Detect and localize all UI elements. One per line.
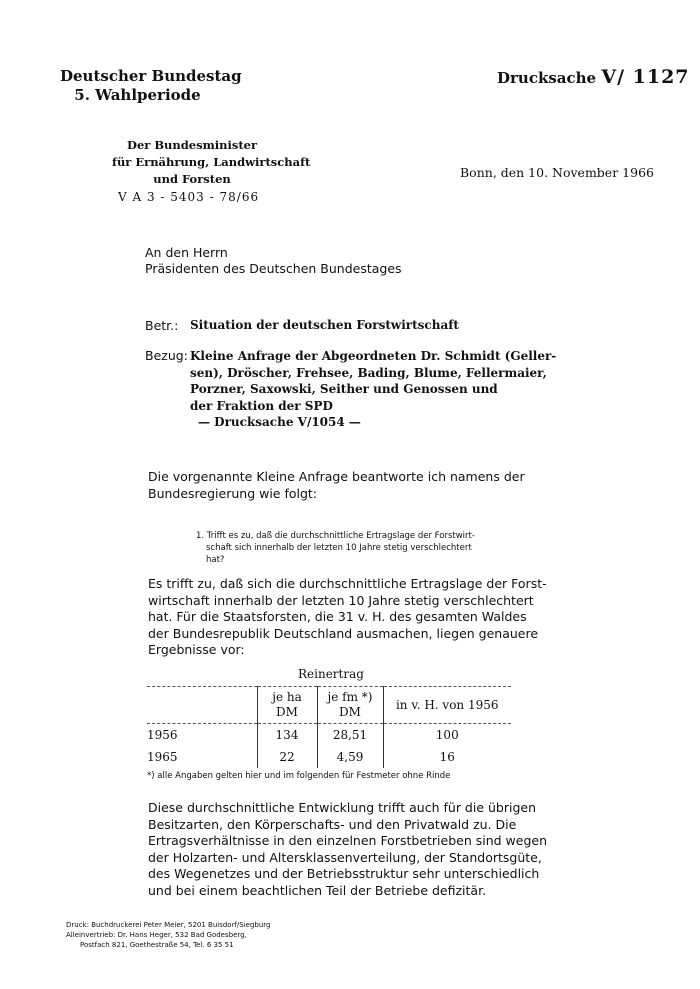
ministry-line: und Forsten: [153, 172, 231, 186]
reference-line: Porzner, Saxowski, Seither und Genossen und: [190, 382, 498, 396]
subject-text: Situation der deutschen Forstwirtschaft: [190, 318, 459, 332]
text-line: wirtschaft innerhalb der letzten 10 Jahre stetig verschlechtert: [148, 592, 534, 608]
answer-paragraph-1: [148, 576, 547, 659]
parliament-header: [60, 67, 242, 105]
header-je-fm: [317, 687, 383, 724]
cell-je-ha: 22: [257, 746, 317, 768]
header-text: je ha: [272, 690, 302, 704]
cell-je-ha: 134: [257, 724, 317, 747]
cell-year: 1965: [147, 750, 178, 764]
imprint-line: Postfach 821, Goethestraße 54, Tel. 6 35 51: [80, 941, 234, 949]
cell-percent: 100: [383, 724, 511, 747]
header-year: [147, 687, 257, 724]
recipient-line: An den Herrn: [145, 245, 228, 260]
text-line: Es trifft zu, daß sich die durchschnittliche Ertragslage der Forst-: [148, 576, 547, 591]
text-line: schaft sich innerhalb der letzten 10 Jahre stetig verschlechtert: [206, 543, 472, 553]
recipient-line: Präsidenten des Deutschen Bundestages: [145, 261, 402, 276]
text-line: des Wegenetzes und der Betriebsstruktur sehr unterschiedlich: [148, 866, 540, 881]
header-text: je fm *): [327, 690, 373, 704]
text-line: hat?: [206, 555, 225, 565]
ministry-sender: [112, 137, 311, 188]
header-unit: DM: [276, 705, 298, 719]
ministry-line: Der Bundesminister: [126, 138, 258, 152]
drucksache-header: [497, 66, 690, 88]
recipient-address: [145, 245, 402, 277]
text-line: Ertragsverhältnisse in den einzelnen Forstbetrieben sind wegen: [148, 833, 548, 848]
header-je-ha: [257, 687, 317, 724]
table-header-row: [147, 687, 511, 724]
table-row: [147, 724, 511, 747]
header-unit: DM: [339, 705, 361, 719]
header-percent: in v. H. von 1956: [383, 687, 511, 724]
text-line: und bei einem beachtlichen Teil der Betriebe defizitär.: [148, 882, 487, 898]
text-line: der Holzarten- und Altersklassenverteilung, der Standortsgüte,: [148, 849, 542, 865]
printer-imprint: [66, 920, 271, 950]
subject-label: Betr.:: [145, 318, 179, 333]
reference-line: Kleine Anfrage der Abgeordneten Dr. Schmidt (Geller-: [190, 349, 557, 363]
imprint-line: Druck: Buchdruckerei Peter Meier, 5201 Buisdorf/Siegburg: [66, 921, 271, 929]
text-line: Die vorgenannte Kleine Anfrage beantworte ich namens der: [148, 469, 525, 484]
drucksache-label: Drucksache: [497, 69, 597, 87]
text-line: Diese durchschnittliche Entwicklung trifft auch für die übrigen: [148, 800, 537, 815]
table-row: [147, 746, 511, 768]
reference-line: der Fraktion der SPD: [190, 398, 333, 413]
letter-date: Bonn, den 10. November 1966: [460, 165, 654, 180]
legislative-period: 5. Wahlperiode: [74, 86, 201, 104]
reference-label: Bezug:: [145, 348, 188, 363]
text-line: 1. Trifft es zu, daß die durchschnittliche Ertragslage der Forstwirt-: [196, 531, 475, 541]
cell-je-fm: 28,51: [317, 724, 383, 747]
cell-year: 1956: [147, 728, 178, 742]
text-line: der Bundesrepublik Deutschland ausmachen, liegen genauere: [148, 625, 539, 641]
text-line: Besitzarten, den Körperschafts- und den Privatwald zu. Die: [148, 816, 517, 832]
ministry-line: für Ernährung, Landwirtschaft: [112, 155, 311, 169]
table-footnote: *) alle Angaben gelten hier und im folgenden für Festmeter ohne Rinde: [147, 771, 451, 781]
cell-percent: 16: [383, 746, 511, 768]
cell-je-fm: 4,59: [317, 746, 383, 768]
question-1: [196, 530, 475, 566]
reinertrag-table: [147, 686, 511, 768]
reference-line: sen), Dröscher, Frehsee, Bading, Blume, Fellermaier,: [190, 365, 547, 380]
parliament-name: Deutscher Bundestag: [60, 67, 242, 85]
imprint-line: Alleinvertrieb: Dr. Hans Heger, 532 Bad Godesberg,: [66, 931, 247, 939]
text-line: Bundesregierung wie folgt:: [148, 485, 318, 501]
text-line: Ergebnisse vor:: [148, 642, 245, 657]
text-line: hat. Für die Staatsforsten, die 31 v. H. des gesamten Waldes: [148, 609, 527, 624]
reference-number: V A 3 - 5403 - 78/66: [118, 190, 260, 204]
table-caption: Reinertrag: [298, 667, 364, 681]
drucksache-number: V/ 1127: [601, 66, 690, 88]
reference-line: — Drucksache V/1054 —: [198, 415, 361, 429]
answer-paragraph-2: [148, 800, 547, 899]
intro-paragraph: [148, 469, 525, 502]
reference-text: [190, 348, 556, 431]
